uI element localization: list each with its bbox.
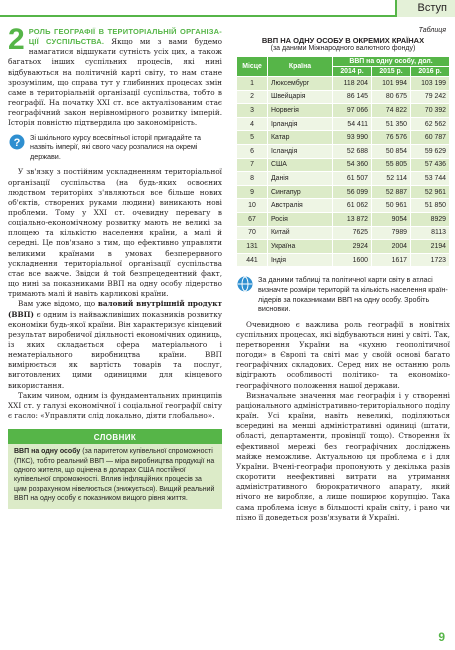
place-cell: 3	[237, 104, 268, 118]
table-row	[237, 117, 450, 131]
paragraph-5: Очевидною є важлива роль географії в новітніх суспільних процесах, які відбуваються нині у світі. Так, перетворення України на «кухню геополітичної погоди» в Європі та світі має у своїй основі багато географічних складових. Серед них не останню роль відіграють особливості політико- та економіко-географічного положення нашої держави.	[236, 319, 450, 390]
header-rule	[0, 15, 455, 17]
left-column	[8, 23, 223, 509]
place-cell: 4	[237, 117, 268, 131]
country-cell: Китай	[268, 226, 333, 240]
value-cell: 53 744	[411, 172, 450, 186]
table-row	[237, 226, 450, 240]
value-cell: 1600	[333, 253, 372, 267]
value-cell: 52 688	[333, 144, 372, 158]
value-cell: 79 242	[411, 90, 450, 104]
value-cell: 61 062	[333, 199, 372, 213]
place-cell: 6	[237, 144, 268, 158]
place-cell: 2	[237, 90, 268, 104]
value-cell: 56 099	[333, 185, 372, 199]
country-cell: Індія	[268, 253, 333, 267]
value-cell: 1723	[411, 253, 450, 267]
table-row	[237, 199, 450, 213]
country-cell: Катар	[268, 131, 333, 145]
value-cell: 103 199	[411, 77, 450, 91]
country-cell: Україна	[268, 240, 333, 254]
value-cell: 7989	[372, 226, 411, 240]
country-cell: Ісландія	[268, 144, 333, 158]
value-cell: 97 066	[333, 104, 372, 118]
section-intro	[8, 23, 223, 129]
country-cell: Данія	[268, 172, 333, 186]
value-cell: 74 822	[372, 104, 411, 118]
task-note-table	[236, 275, 450, 313]
place-cell: 7	[237, 158, 268, 172]
glossary-body	[8, 444, 222, 508]
value-cell: 57 436	[411, 158, 450, 172]
gdp-table	[236, 56, 450, 267]
right-column	[236, 27, 450, 523]
value-cell: 13 872	[333, 212, 372, 226]
table-row	[237, 185, 450, 199]
glossary-definition: (за паритетом купівельної спроможності (ПКС), тобто реальний ВВП — міра виробництва продукції на одного жителя, що оцінена в доларах США постійної купівельної спроможності. Вплив інфляційних процесів за цим розрахунком нівелюється (знижується). Вищий реальний ВВП на одну особу є показником вищого рівня життя.	[14, 448, 215, 503]
table-caption: Таблиця	[418, 27, 446, 34]
col-country-header: Країна	[268, 57, 333, 77]
value-cell: 7625	[333, 226, 372, 240]
place-cell: 8	[237, 172, 268, 186]
gdp-term: валовий внутрішній продукт (ВВП)	[8, 299, 222, 319]
place-cell: 9	[237, 185, 268, 199]
value-cell: 52 887	[372, 185, 411, 199]
task-note-text: За даними таблиці та політичної карти світу в атласі визначте розміри територій та кількість населення країн-лідерів за показниками ВВП на одну особу. Зробіть висновки.	[258, 275, 448, 314]
year-header: 2014 р.	[333, 67, 372, 77]
table-row	[237, 77, 450, 91]
value-cell: 60 787	[411, 131, 450, 145]
paragraph-4: Таким чином, одним із фундаментальних принципів XXI ст. у галузі економічної і соціальної географії світу є гасло: «Управляти слід локально, діяти глобально».	[8, 390, 222, 421]
value-cell: 51 850	[411, 199, 450, 213]
place-cell: 131	[237, 240, 268, 254]
place-cell: 70	[237, 226, 268, 240]
country-cell: Ірландія	[268, 117, 333, 131]
col-gdp-header: ВВП на одну особу, дол.	[333, 57, 450, 67]
table-row	[237, 104, 450, 118]
svg-text:?: ?	[13, 136, 21, 149]
year-header: 2016 р.	[411, 67, 450, 77]
country-cell: Росія	[268, 212, 333, 226]
value-cell: 8929	[411, 212, 450, 226]
country-cell: Австралія	[268, 199, 333, 213]
glossary-term: ВВП на одну особу	[14, 448, 81, 456]
value-cell: 86 145	[333, 90, 372, 104]
value-cell: 59 629	[411, 144, 450, 158]
paragraph-2: У зв'язку з постійним ускладненням територіальної організації суспільства (на будь-яких освоєних людством територіях з'являються все більше нових об'єктів, створених руками людини) виникають нові проблеми. Тому у XXI ст. очевидну перевагу в соціально-економічному розвитку мають не великі за площею та кількістю населення країни, а малі й середні. Це пов'язано з тим, що ефективно управляти великими країнами в умовах безперервного ускладнення територіальної організації суспільства стає все важче. Звідси й той безпрецедентний факт, що нині за показниками ВВП на одну особу лідерство тримають малі й навіть карликові країни.	[8, 167, 222, 299]
question-icon	[9, 134, 25, 150]
page-number: 9	[438, 630, 445, 644]
table-subtitle: (за даними Міжнародного валютного фонду)	[270, 45, 416, 52]
page-header	[0, 0, 455, 22]
value-cell: 70 392	[411, 104, 450, 118]
table-row	[237, 240, 450, 254]
value-cell: 2004	[372, 240, 411, 254]
section-number: 2	[8, 23, 25, 56]
value-cell: 1617	[372, 253, 411, 267]
table-row	[237, 212, 450, 226]
value-cell: 118 204	[333, 77, 372, 91]
value-cell: 9054	[372, 212, 411, 226]
value-cell: 8113	[411, 226, 450, 240]
country-cell: Норвегія	[268, 104, 333, 118]
value-cell: 50 854	[372, 144, 411, 158]
table-title: ВВП НА ОДНУ ОСОБУ В ОКРЕМИХ КРАЇНАХ	[261, 36, 425, 45]
value-cell: 54 360	[333, 158, 372, 172]
paragraph-6: Визначальне значення має географія і у створенні раціонального адміністративно-територіального поділу країн. Усі країни, навіть невеликі, поділяються всередині на менші адміністративні одиниці (штати, області, департаменти, провінції тощо). Створення їх ефективної мережі без географічних досліджень майже неможливе. Актуальною ця проблема є і для України. Вчені-географи пропонують у декілька разів скоротити неефективні витрати на утримання адміністративного бюрократичного апарату, який нічого не виробляє, а лише поширює корупцію. Така сама проблема існує в більшості країн світу, і рано чи пізно її доведеться розв'язувати й Україні.	[236, 390, 450, 522]
paragraph-3-start: Вам уже відомо, що	[18, 299, 98, 309]
paragraph-3-end: є одним із найважливіших показників розвитку економіки будь-якої країни. Він характеризує кінцевий результат виробничої діяльності економічних одиниць, із яких складається сфера матеріального і нематеріального виробництва країни. ВВП вимірюється як вартість товарів та послуг, виготовлених цими одиницями для кінцевого використання.	[8, 309, 222, 390]
place-cell: 67	[237, 212, 268, 226]
value-cell: 54 411	[333, 117, 372, 131]
table-header-row	[237, 57, 450, 67]
table-row	[237, 144, 450, 158]
country-cell: Люксембург	[268, 77, 333, 91]
header-section-title: Вступ	[417, 2, 447, 14]
place-cell: 441	[237, 253, 268, 267]
paragraph-3	[8, 299, 222, 390]
value-cell: 51 350	[372, 117, 411, 131]
glossary-box	[8, 429, 222, 508]
value-cell: 80 675	[372, 90, 411, 104]
paragraph-1: Якщо ми з вами будемо намагатися відшукати сутність усіх цих, а також багатьох інших суспільних процесів, які нині відбуваються на політичній карті світу, то нам стане зрозумілим, що справа тут у глибинних процесах змін саме в територіальній організації суспільства, тобто в географії. На початку XXI ст. все актуалізованим стає географічний закон нерівномірного розвитку імперій. Історія повністю підтвердила цю закономірність.	[8, 37, 223, 128]
value-cell: 61 507	[333, 172, 372, 186]
section-title: РОЛЬ ГЕОГРАФІЇ В ТЕРИТОРІАЛЬНІЙ ОРГАНІЗА-ЦІЇ СУСПІЛЬСТВА.	[28, 27, 222, 47]
value-cell: 52 961	[411, 185, 450, 199]
value-cell: 55 805	[372, 158, 411, 172]
table-row	[237, 253, 450, 267]
globe-icon	[237, 276, 253, 292]
task-note-history	[8, 133, 222, 162]
country-cell: Сингапур	[268, 185, 333, 199]
value-cell: 2194	[411, 240, 450, 254]
value-cell: 50 961	[372, 199, 411, 213]
value-cell: 62 562	[411, 117, 450, 131]
table-row	[237, 90, 450, 104]
place-cell: 1	[237, 77, 268, 91]
country-cell: Швейцарія	[268, 90, 333, 104]
table-row	[237, 131, 450, 145]
country-cell: США	[268, 158, 333, 172]
col-place-header: Місце	[237, 57, 268, 77]
place-cell: 5	[237, 131, 268, 145]
value-cell: 76 576	[372, 131, 411, 145]
value-cell: 93 990	[333, 131, 372, 145]
value-cell: 52 114	[372, 172, 411, 186]
value-cell: 2924	[333, 240, 372, 254]
value-cell: 101 994	[372, 77, 411, 91]
glossary-title: СЛОВНИК	[8, 431, 222, 444]
place-cell: 10	[237, 199, 268, 213]
task-note-text: Зі шкільного курсу всесвітньої історії пригадайте та назвіть імперії, які свого часу розпалися на окремі держави.	[30, 132, 202, 161]
table-row	[237, 172, 450, 186]
table-row	[237, 158, 450, 172]
year-header: 2015 р.	[372, 67, 411, 77]
